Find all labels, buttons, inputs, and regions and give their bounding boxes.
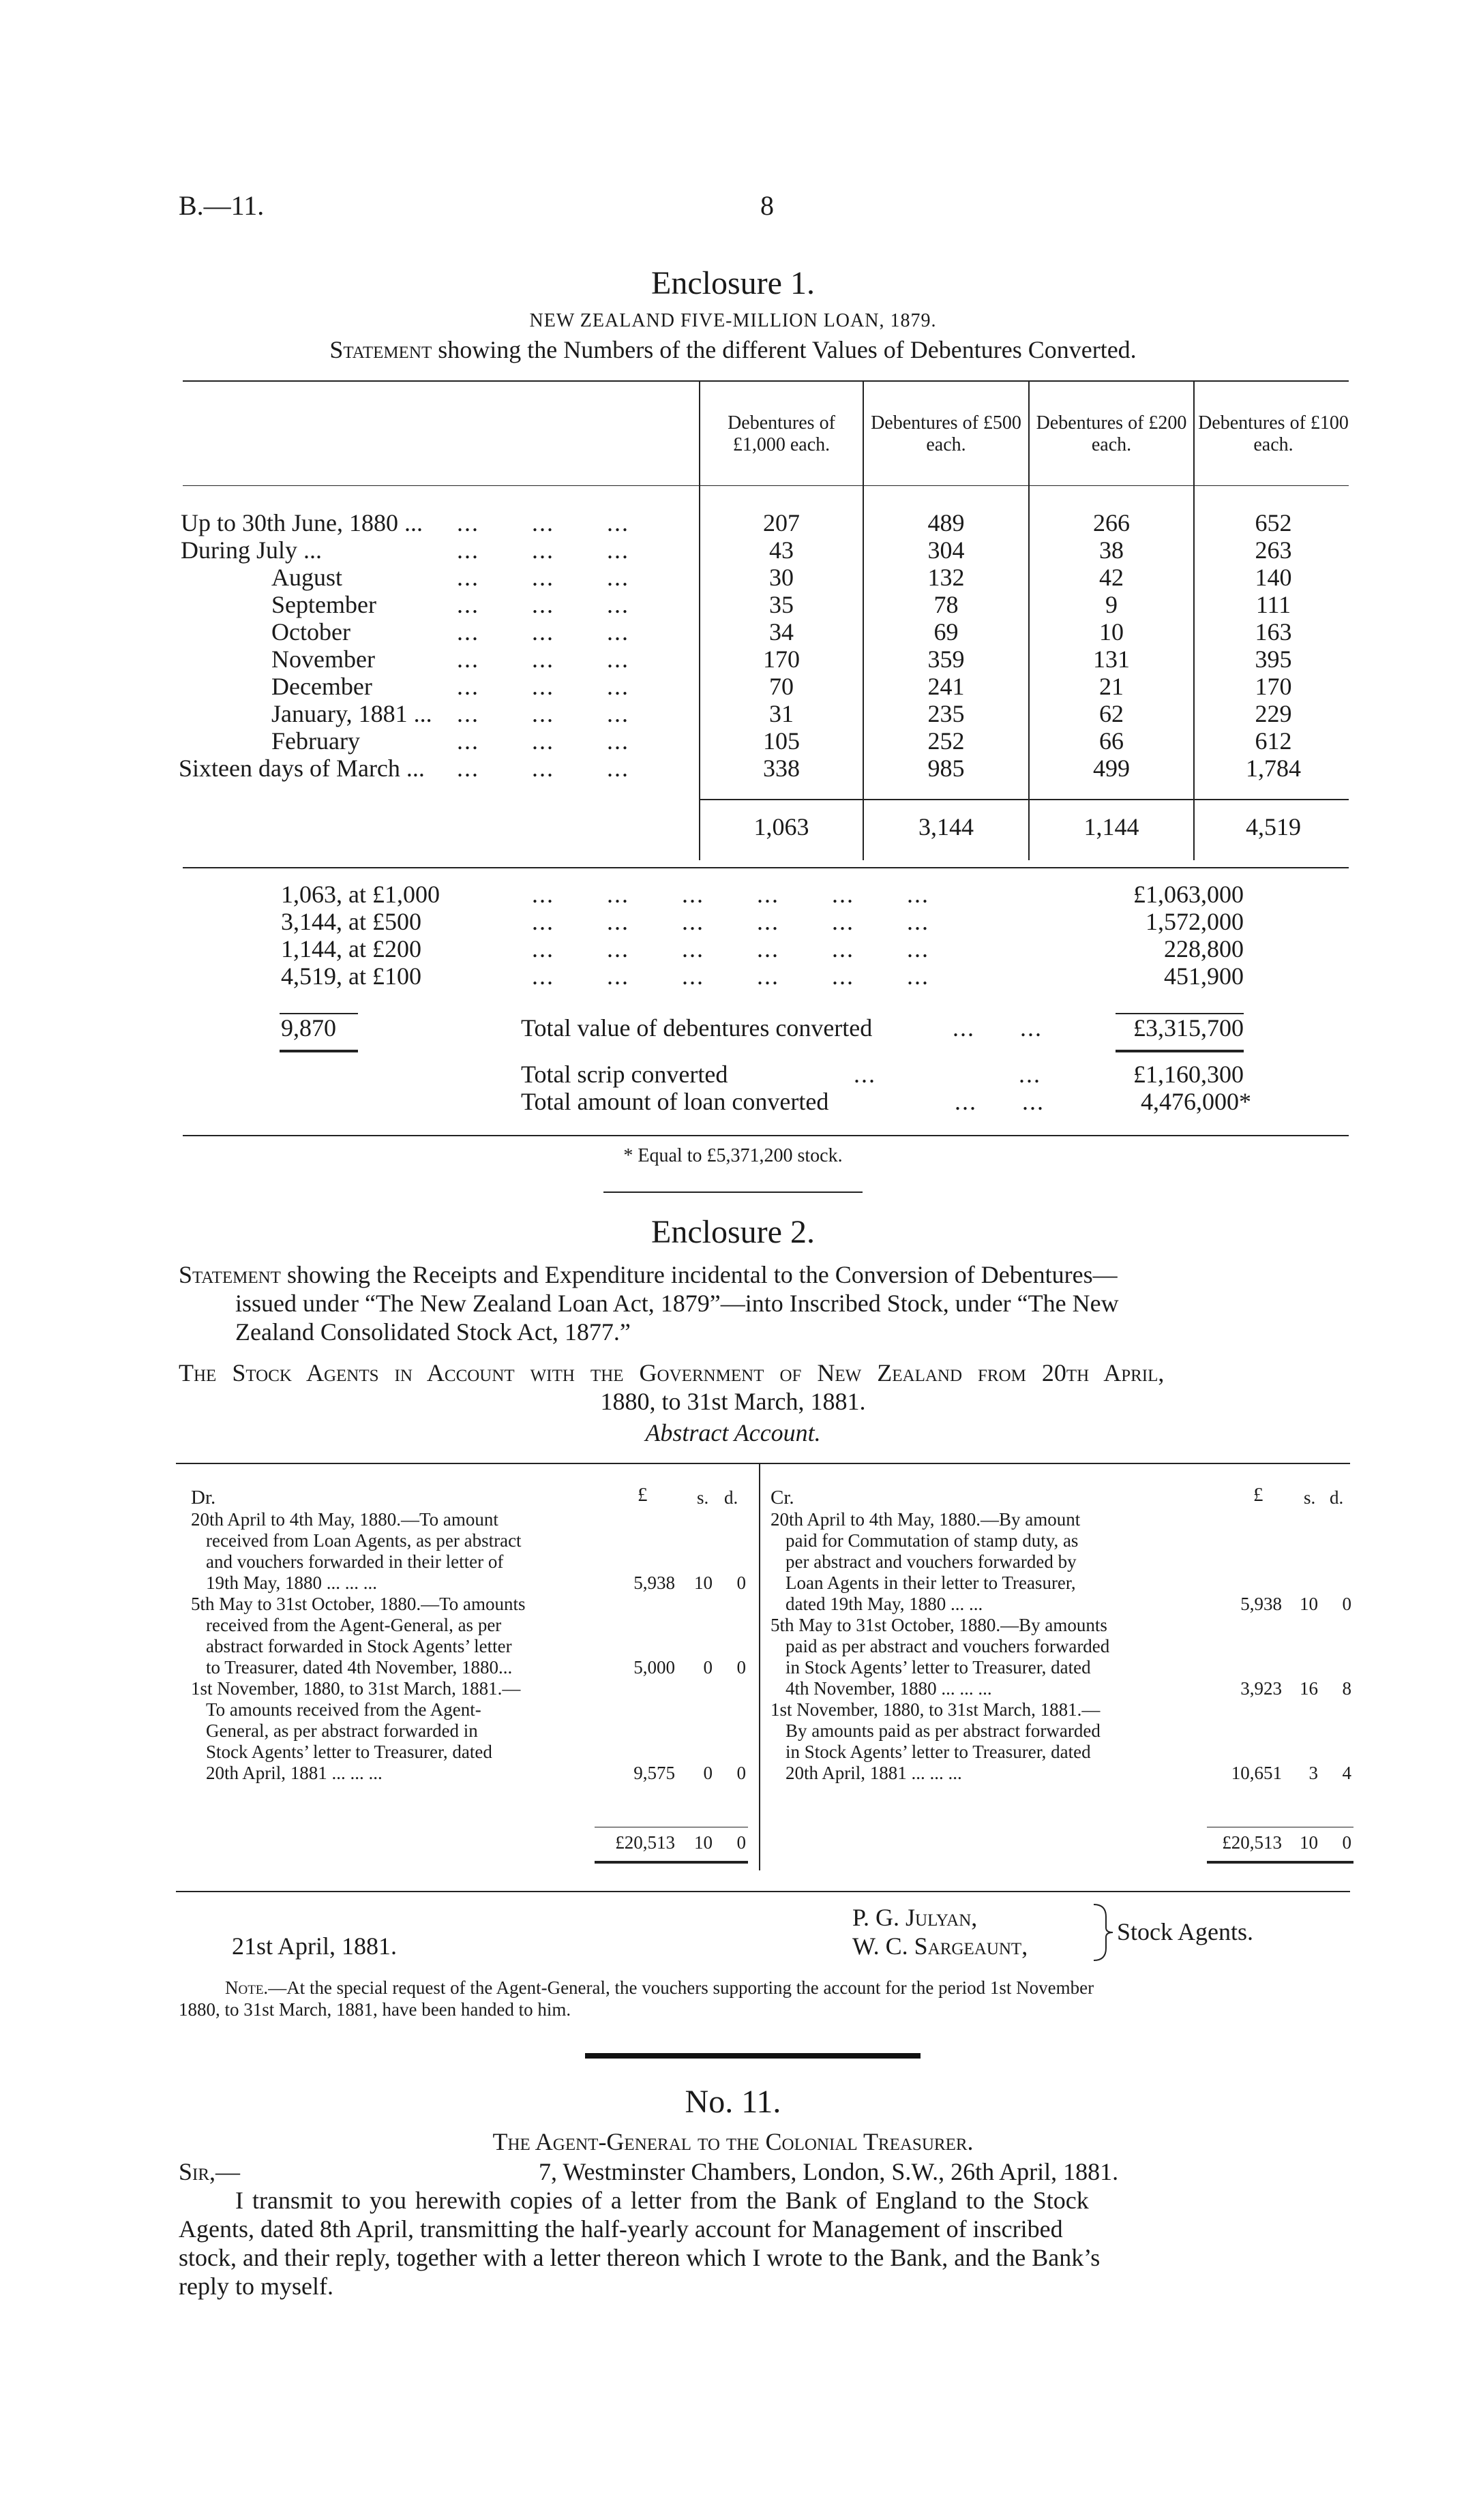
table-cell: 31 [769,700,794,727]
cr-amount-pence: 0 [1342,1594,1351,1614]
cr-entry-line: By amounts paid as per abstract forwarded [786,1720,1101,1741]
heavy-divider [585,2053,921,2059]
table-cell: 38 [1099,536,1124,564]
row-label: Sixteen days of March ... [179,755,425,782]
table-col-rule [1028,380,1030,860]
leader-dots: ... ... ... [457,536,629,564]
amount-double-rule [1116,1050,1244,1052]
dr-amount-pence: 0 [736,1657,746,1678]
note-text: —At the special request of the Agent-General, the vouchers supporting the account for the period 1st November [268,1977,1094,1998]
table-col-rule [863,380,864,860]
leader-dots: ... ... ... [457,618,629,646]
enclosure2-statement-line3: Zealand Consolidated Stock Act, 1877.” [235,1318,631,1346]
dr-entry-line: 1st November, 1880, to 31st March, 1881.— [191,1678,521,1699]
statement-text: showing the Numbers of the different Values of Debentures Converted. [438,336,1137,363]
enclosure1-statement [0,335,1466,364]
leader-dots: ... ... ... [457,646,629,673]
table-header-rule [183,485,1349,486]
dr-entry-line: to Treasurer, dated 4th November, 1880... [206,1657,513,1678]
table-cell: 34 [769,618,794,646]
row-label: December [271,673,372,700]
cr-entry-line: dated 19th May, 1880 ... ... [786,1594,983,1614]
leader-dots: ... ... ... ... ... ... [532,908,929,935]
table-cell: 652 [1255,509,1292,536]
value-line-amount: 228,800 [1164,935,1244,962]
cr-entry-line: in Stock Agents’ letter to Treasurer, dated [786,1657,1091,1678]
cr-amount-pounds: 3,923 [1240,1678,1282,1699]
footnote: * Equal to £5,371,200 stock. [623,1145,843,1166]
row-label: August [271,564,343,591]
cr-entry-line: 5th May to 31st October, 1880.—By amounts [771,1615,1107,1635]
table-cell: 235 [927,700,965,727]
value-line-label: 1,063, at £1,000 [281,881,440,908]
address-line: 7, Westminster Chambers, London, S.W., 26th April, 1881. [539,2158,1119,2185]
dr-entry-line: and vouchers forwarded in their letter of [206,1551,504,1572]
cr-entry-line: 1st November, 1880, to 31st March, 1881.— [771,1699,1101,1720]
total-1000: 1,063 [753,813,809,840]
table-cell: 241 [927,673,965,700]
scrip-amount: £1,160,300 [1133,1061,1244,1088]
row-label: September [271,591,376,618]
leader-dots: ... ... [955,1088,1045,1115]
table-cell: 70 [769,673,794,700]
statement-word: Statement [329,336,432,363]
note-word: Note. [225,1977,269,1998]
row-label: During July ... [181,536,322,564]
dr-entry-line: 20th April to 4th May, 1880.—To amount [191,1509,498,1530]
body-line1: I transmit to you herewith copies of a letter from the Bank of England to the Stock [235,2187,1089,2214]
table-cell: 338 [763,755,800,782]
body-line2: Agents, dated 8th April, transmitting the half-yearly account for Management of inscribed [179,2215,1063,2243]
cr-entry-line: per abstract and vouchers forwarded by [786,1551,1077,1572]
account-bottom-rule [176,1891,1350,1892]
table-cell: 10 [1099,618,1124,646]
cr-amount-pounds: 5,938 [1240,1594,1282,1614]
enclosure2-statement-line2: issued under “The New Zealand Loan Act, 1879”—into Inscribed Stock, under “The New [235,1290,1119,1317]
table-cell: 132 [927,564,965,591]
table-cell: 78 [933,591,959,618]
no11-heading: No. 11. [685,2084,781,2120]
cr-label: Cr. [771,1487,794,1508]
table-cell: 21 [1099,673,1124,700]
totals-rule [699,799,1349,800]
table-bottom-rule [183,867,1349,868]
cr-amount-shillings: 10 [1300,1594,1318,1614]
cr-amount-pence: 4 [1342,1763,1351,1783]
dr-entry-line: 19th May, 1880 ... ... ... [206,1573,377,1593]
table-cell: 499 [1093,755,1130,782]
statement-word: Statement [179,1261,281,1288]
dr-total-pence: 0 [736,1832,746,1853]
statement-text: showing the Receipts and Expenditure incidental to the Conversion of Debentures— [286,1261,1118,1288]
dr-entry-line: Stock Agents’ letter to Treasurer, dated [206,1742,492,1762]
dr-label: Dr. [191,1487,216,1508]
page-number: 8 [760,190,774,221]
table-cell: 1,784 [1246,755,1301,782]
table-col-rule [1193,380,1195,860]
table-cell: 62 [1099,700,1124,727]
enclosure1-heading: Enclosure 1. [651,265,815,301]
count-double-rule [280,1050,358,1052]
dr-entry-line: General, as per abstract forwarded in [206,1720,478,1741]
signatory-brace [1091,1902,1118,1963]
table-top-rule [183,380,1349,382]
table-cell: 266 [1093,509,1130,536]
account-top-rule [176,1463,1350,1464]
cr-entry-line: paid for Commutation of stamp duty, as [786,1530,1079,1551]
table-cell: 163 [1255,618,1292,646]
dr-amount-pence: 0 [736,1763,746,1783]
account-heading-line1: The Stock Agents in Account with the Government of New Zealand from 20th April, [179,1359,1165,1386]
value-line-amount: 1,572,000 [1146,908,1244,935]
cr-total-pounds: £20,513 [1222,1832,1282,1853]
total-value-label: Total value of debentures converted [521,1014,873,1042]
cr-total-pence: 0 [1342,1832,1351,1853]
dr-amount-pounds: 5,938 [633,1573,675,1593]
table-cell: 140 [1255,564,1292,591]
enclosure1-subheading: NEW ZEALAND FIVE-MILLION LOAN, 1879. [529,310,937,331]
signatory-1: P. G. Julyan, [852,1904,978,1931]
salutation: Sir,— [179,2158,241,2185]
table-cell: 30 [769,564,794,591]
dr-amount-pence: 0 [736,1573,746,1593]
dr-total-double-rule [595,1861,748,1864]
account-heading-line2: 1880, to 31st March, 1881. [600,1388,866,1415]
leader-dots: ... ... [854,1061,1041,1088]
table-cell: 263 [1255,536,1292,564]
cr-entry-line: paid as per abstract and vouchers forwarded [786,1636,1110,1656]
page-ref: B.—11. [179,190,265,221]
account-date: 21st April, 1881. [232,1932,398,1960]
dr-entry-line: received from the Agent-General, as per [206,1615,502,1635]
leader-dots: ... ... ... ... ... ... [532,935,929,962]
note [225,1977,1094,1999]
scrip-label: Total scrip converted [521,1061,728,1088]
leader-dots: ... ... ... [457,509,629,536]
total-500: 3,144 [918,813,974,840]
cr-total-shillings: 10 [1300,1832,1318,1853]
table-cell: 985 [927,755,965,782]
dr-entry-line: abstract forwarded in Stock Agents’ letter [206,1636,512,1656]
value-line-label: 4,519, at £100 [281,962,421,990]
dr-entry-line: To amounts received from the Agent- [206,1699,481,1720]
table-cell: 229 [1255,700,1292,727]
leader-dots: ... ... ... [457,591,629,618]
account-center-rule [759,1463,760,1870]
leader-dots: ... ... ... ... ... ... [532,962,929,990]
value-line-label: 3,144, at £500 [281,908,421,935]
cr-entry-line: 4th November, 1880 ... ... ... [786,1678,992,1699]
no11-subheading: The Agent-General to the Colonial Treasurer. [492,2128,974,2155]
table-cell: 170 [1255,673,1292,700]
table-cell: 612 [1255,727,1292,755]
total-value-amount: £3,315,700 [1133,1014,1244,1042]
leader-dots: ... ... ... ... ... ... [532,881,929,908]
col-header-100: Debentures of £100 each. [1198,412,1349,455]
table-cell: 131 [1093,646,1130,673]
cr-amount-shillings: 3 [1308,1763,1318,1783]
value-line-amount: £1,063,000 [1133,881,1244,908]
cr-entry-line: 20th April, 1881 ... ... ... [786,1763,962,1783]
leader-dots: ... ... ... [457,727,629,755]
row-label: November [271,646,375,673]
signatory-role: Stock Agents. [1117,1918,1254,1945]
total-100: 4,519 [1246,813,1301,840]
cr-entry-line: 20th April to 4th May, 1880.—By amount [771,1509,1081,1530]
table-cell: 489 [927,509,965,536]
enclosure2-heading: Enclosure 2. [651,1214,815,1250]
dr-entry-line: received from Loan Agents, as per abstract [206,1530,522,1551]
dr-col-pence: d. [724,1487,738,1508]
dr-total-shillings: 10 [694,1832,713,1853]
abstract-title: Abstract Account. [645,1419,821,1446]
row-label: Up to 30th June, 1880 ... [181,509,423,536]
dr-amount-shillings: 0 [703,1657,713,1678]
dr-entry-line: 5th May to 31st October, 1880.—To amounts [191,1594,526,1614]
col-header-500: Debentures of £500 each. [871,412,1021,455]
count-total: 9,870 [281,1014,336,1042]
cr-amount-shillings: 16 [1300,1678,1318,1699]
table-cell: 66 [1099,727,1124,755]
table-cell: 69 [933,618,959,646]
cr-total-double-rule [1207,1861,1353,1864]
dr-amount-shillings: 10 [694,1573,713,1593]
body-line3: stock, and their reply, together with a letter thereon which I wrote to the Bank, and the Bank’s [179,2244,1101,2271]
row-label: February [271,727,360,755]
cr-entry-line: Loan Agents in their letter to Treasurer, [786,1573,1076,1593]
dr-amount-pounds: 5,000 [633,1657,675,1678]
leader-dots: ... ... ... [457,673,629,700]
table-cell: 9 [1105,591,1118,618]
value-line-amount: 451,900 [1164,962,1244,990]
row-label: January, 1881 ... [271,700,432,727]
note-line2: 1880, to 31st March, 1881, have been handed to him. [179,1999,571,2020]
leader-dots: ... ... ... [457,564,629,591]
cr-col-pence: d. [1330,1487,1344,1508]
table-cell: 35 [769,591,794,618]
dr-col-shillings: s. [697,1487,709,1508]
leader-dots: ... ... ... [457,755,629,782]
table-cell: 43 [769,536,794,564]
row-label: October [271,618,350,646]
section-divider [603,1191,863,1193]
total-200: 1,144 [1083,813,1139,840]
dr-col-pounds: £ [638,1484,648,1506]
leader-dots: ... ... ... [457,700,629,727]
col-header-200: Debentures of £200 each. [1036,412,1187,455]
dr-entry-line: 20th April, 1881 ... ... ... [206,1763,383,1783]
dr-amount-pounds: 9,575 [633,1763,675,1783]
dr-amount-shillings: 0 [703,1763,713,1783]
loan-amount: 4,476,000* [1141,1088,1251,1115]
table-col-rule [699,380,700,860]
value-line-label: 1,144, at £200 [281,935,421,962]
table-cell: 304 [927,536,965,564]
table-cell: 359 [927,646,965,673]
cr-col-shillings: s. [1304,1487,1316,1508]
leader-dots: ... ... [953,1014,1043,1042]
dr-total-pounds: £20,513 [615,1832,675,1853]
cr-entry-line: in Stock Agents’ letter to Treasurer, dated [786,1742,1091,1762]
col-header-1000: Debentures of £1,000 each. [728,412,835,455]
loan-label: Total amount of loan converted [521,1088,829,1115]
signatory-2: W. C. Sargeaunt, [852,1932,1028,1960]
table-cell: 207 [763,509,800,536]
table-cell: 252 [927,727,965,755]
enclosure2-statement-line1 [179,1261,1118,1288]
cr-col-pounds: £ [1253,1484,1263,1506]
table-cell: 42 [1099,564,1124,591]
table-cell: 105 [763,727,800,755]
cr-amount-pence: 8 [1342,1678,1351,1699]
cr-amount-pounds: 10,651 [1231,1763,1282,1783]
table-cell: 111 [1255,591,1291,618]
body-line4: reply to myself. [179,2273,333,2300]
table-cell: 170 [763,646,800,673]
table-cell: 395 [1255,646,1292,673]
summary-bottom-rule [183,1135,1349,1136]
